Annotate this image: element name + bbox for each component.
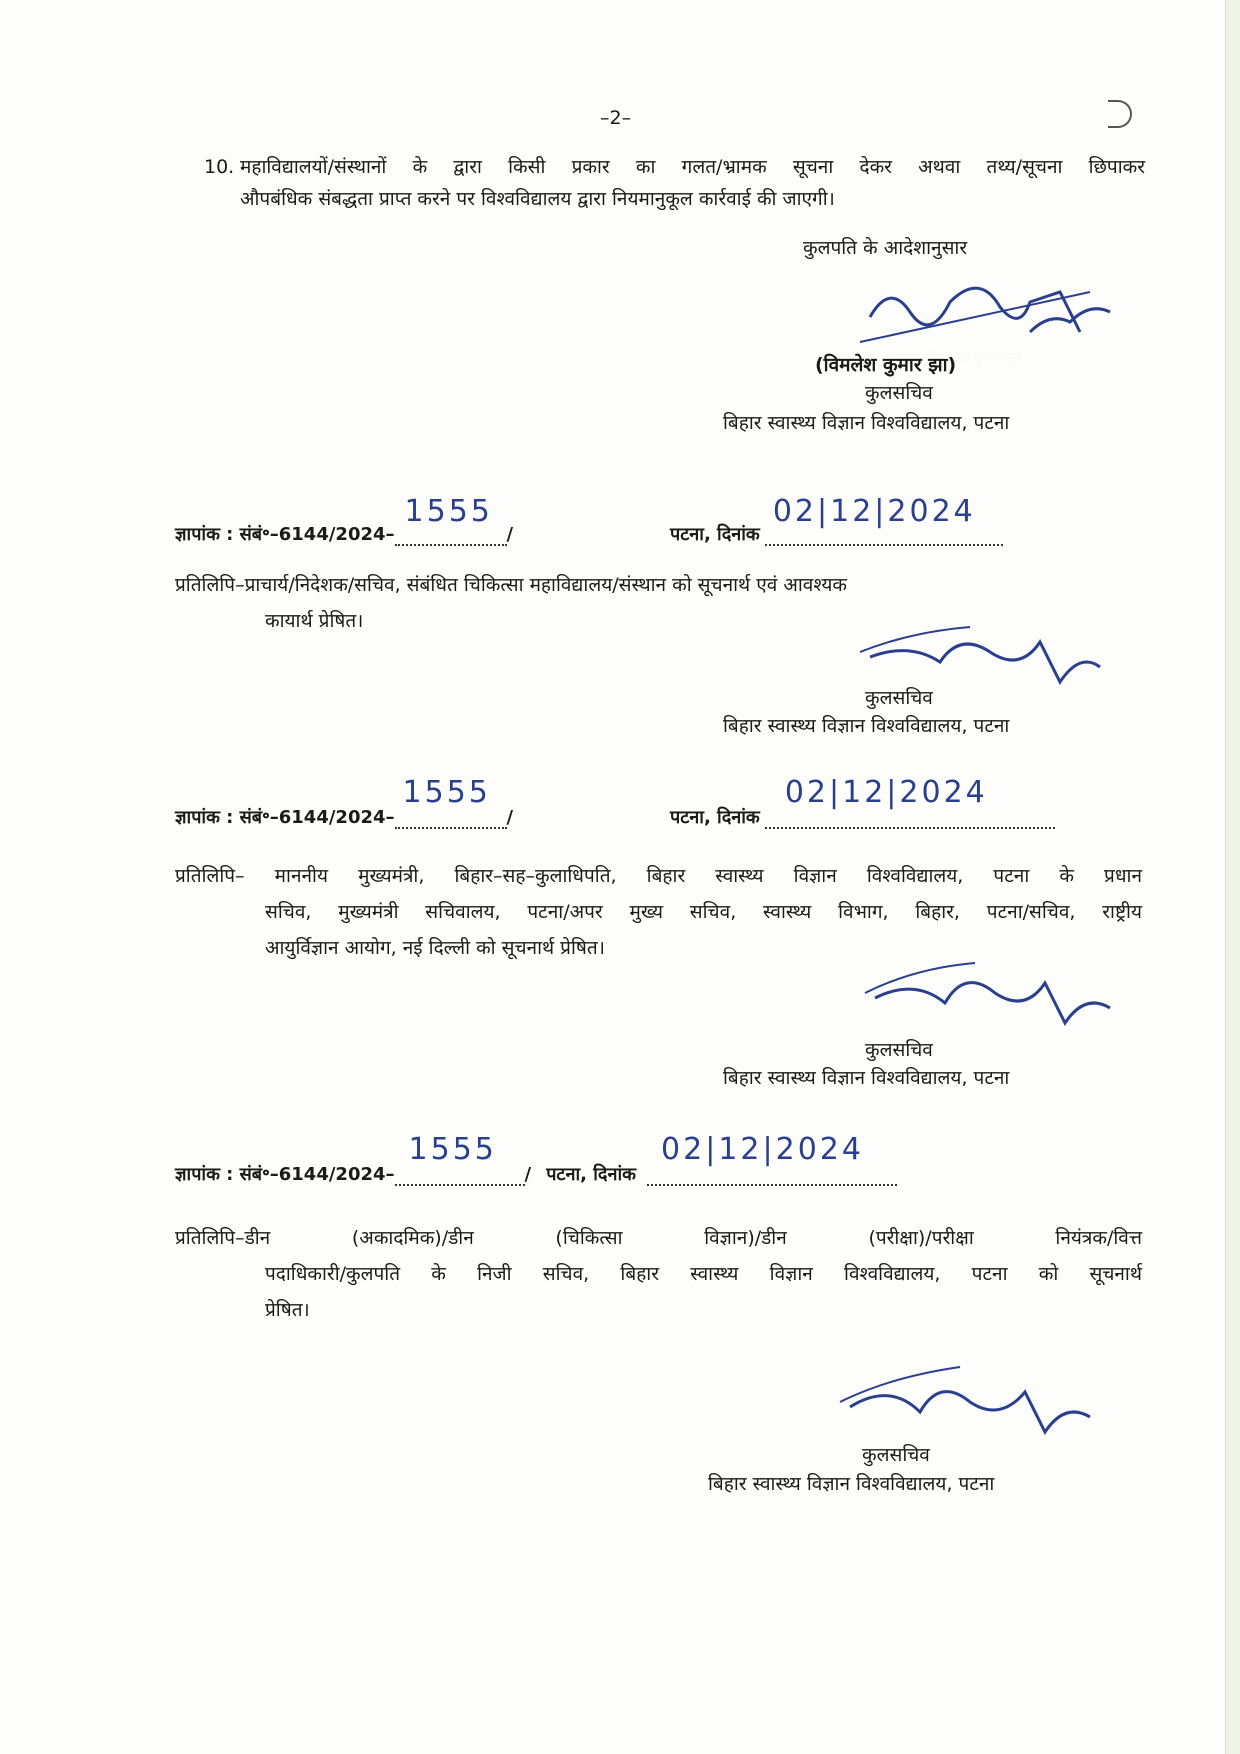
copy-1-line-1: प्रतिलिपि–प्राचार्य/निदेशक/सचिव, संबंधित चिकित्सा महाविद्यालय/संस्थान को सूचनार्थ एवं आवश्यक <box>175 574 848 596</box>
memo-date: 02|12|2024 <box>772 494 976 529</box>
institution-2: बिहार स्वास्थ्य विज्ञान विश्वविद्यालय, पटना <box>723 715 1010 737</box>
designation-2: कुलसचिव <box>865 687 933 709</box>
memo-line-2: ज्ञापांक : संबं॰–6144/2024– 1555 / <box>175 775 514 828</box>
punch-mark <box>1108 100 1132 128</box>
copy-3-line-3: प्रेषित। <box>265 1299 310 1321</box>
memo-label: ज्ञापांक : संबं॰–6144/2024– <box>175 524 395 545</box>
copy-2-line-3: आयुर्विज्ञान आयोग, नई दिल्ली को सूचनार्थ प्रेषित। <box>265 937 605 959</box>
memo-number-field: 1555 <box>395 1162 525 1186</box>
institution-4: बिहार स्वास्थ्य विज्ञान विश्वविद्यालय, पटना <box>708 1473 995 1495</box>
date-line-1 <box>670 494 1003 546</box>
signatory-institution: बिहार स्वास्थ्य विज्ञान विश्वविद्यालय, पटना <box>723 412 1010 434</box>
memo-line-1 <box>175 494 514 546</box>
date-field: 02|12|2024 <box>765 805 1055 829</box>
page-number: –2– <box>600 107 632 129</box>
clause-line-1: महाविद्यालयों/संस्थानों के द्वारा किसी प्रकार का गलत/भ्रामक सूचना देकर अथवा तथ्य/सूचना छिपाकर <box>240 156 1145 178</box>
signatory-name: (विमलेश कुमार झा) <box>815 354 957 376</box>
patna-label: पटना, दिनांक <box>670 524 760 545</box>
copy-3-line-2: पदाधिकारी/कुलपति के निजी सचिव, बिहार स्वास्थ्य विज्ञान विश्वविद्यालय, पटना को सूचनार्थ <box>265 1263 1142 1285</box>
memo-number-field: 1555 <box>395 805 507 829</box>
memo-number-field <box>395 494 507 546</box>
copy-1-line-2: कायार्थ प्रेषित। <box>265 610 364 632</box>
institution-3: बिहार स्वास्थ्य विज्ञान विश्वविद्यालय, पटना <box>723 1067 1010 1089</box>
copy-3-line-1: प्रतिलिपि–डीन (अकादमिक)/डीन (चिकित्सा विज्ञान)/डीन (परीक्षा)/परीक्षा नियंत्रक/वित्त <box>175 1227 1142 1249</box>
scan-edge <box>1225 0 1240 1754</box>
designation-4: कुलसचिव <box>862 1444 930 1466</box>
copy-2-line-2: सचिव, मुख्यमंत्री सचिवालय, पटना/अपर मुख्य सचिव, स्वास्थ्य विभाग, बिहार, पटना/सचिव, राष्ट्रीय <box>265 901 1142 923</box>
memo-sep: / <box>506 524 514 545</box>
memo-line-3: ज्ञापांक : संबं॰–6144/2024– 1555 / पटना, दिनांक 02|12|2024 <box>175 1162 897 1186</box>
clause-number: 10. <box>204 156 235 178</box>
date-field: 02|12|2024 <box>647 1162 897 1186</box>
copy-2-line-1: प्रतिलिपि– माननीय मुख्यमंत्री, बिहार–सह–कुलाधिपति, बिहार स्वास्थ्य विज्ञान विश्वविद्यालय, पटना के प्रधान <box>175 865 1142 887</box>
memo-number: 1555 <box>404 494 493 529</box>
clause-line-2: औपबंधिक संबद्धता प्राप्त करने पर विश्वविद्यालय द्वारा नियमानुकूल कार्रवाई की जाएगी। <box>240 188 835 210</box>
date-line-2: पटना, दिनांक 02|12|2024 <box>670 805 1055 829</box>
date-field <box>765 494 1003 546</box>
signatory-designation: कुलसचिव <box>865 382 933 404</box>
designation-3: कुलसचिव <box>865 1039 933 1061</box>
order-line: कुलपति के आदेशानुसार <box>803 237 968 259</box>
